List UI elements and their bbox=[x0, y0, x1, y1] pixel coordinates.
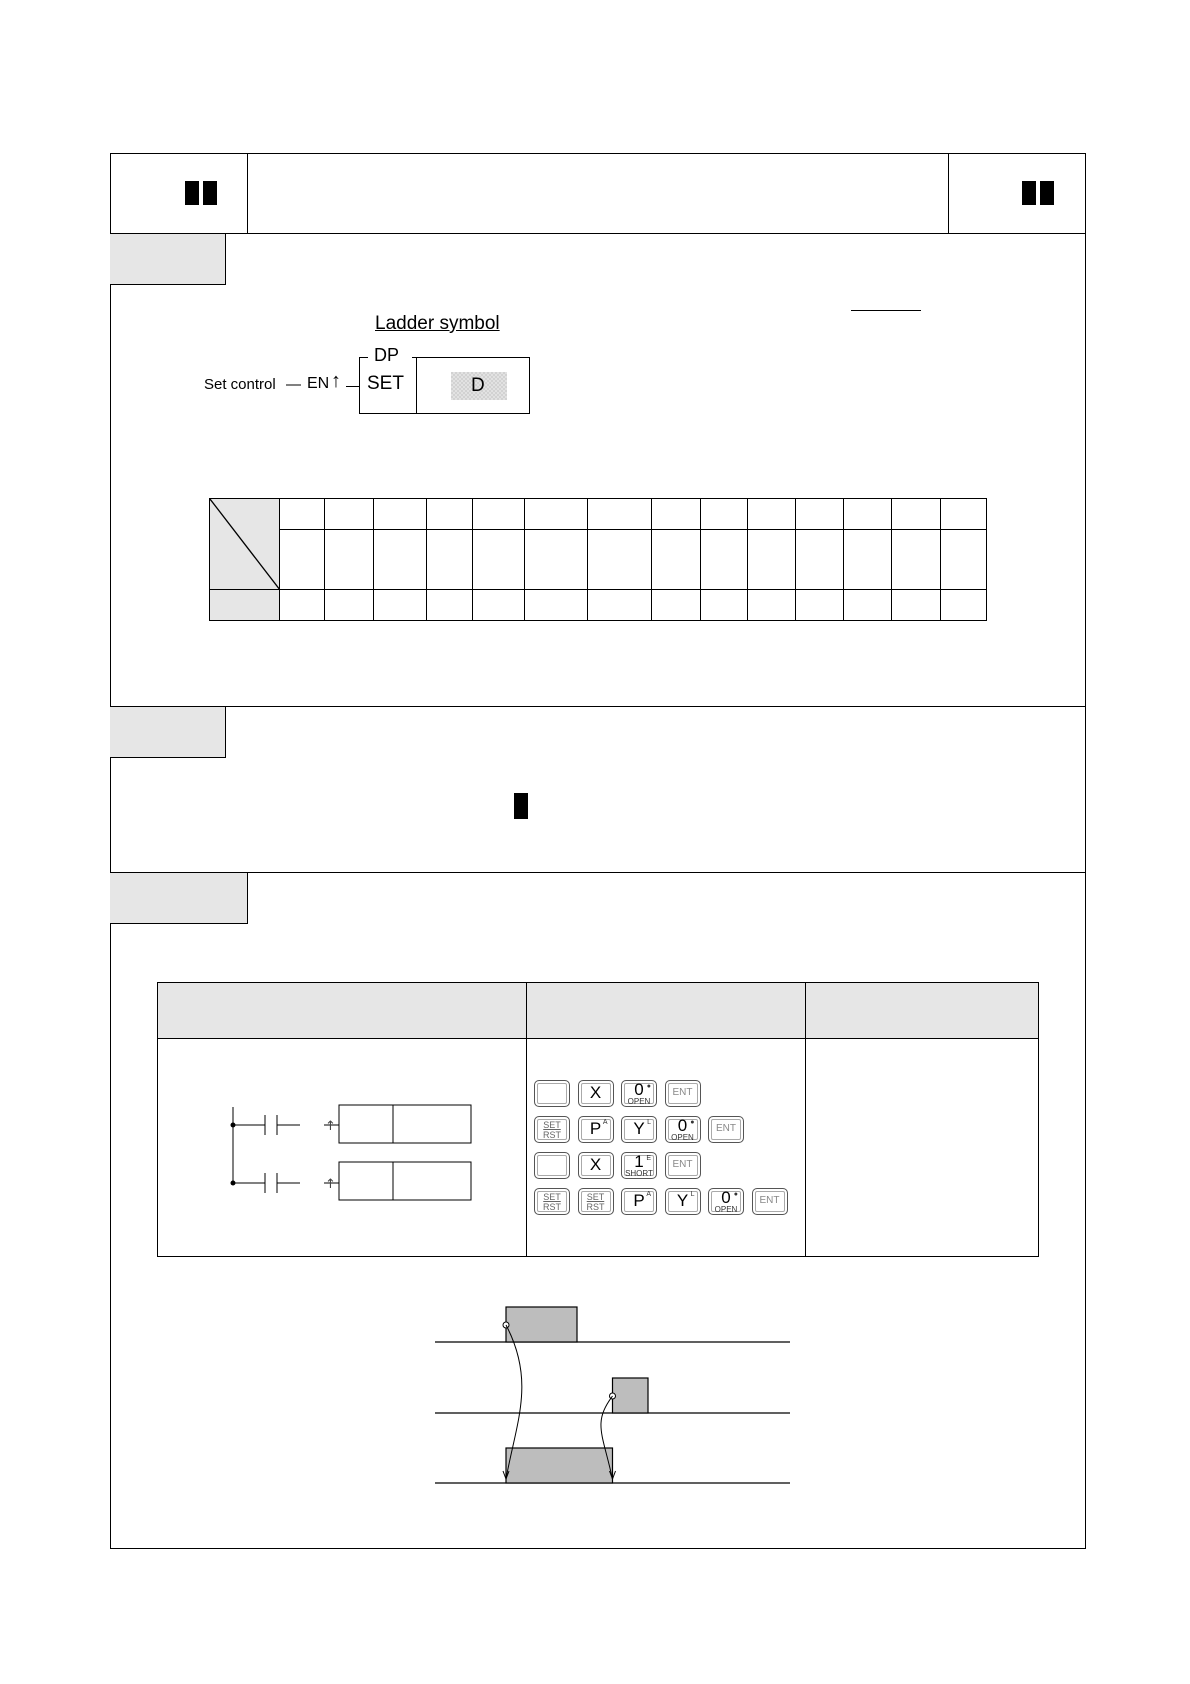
keypad-key-label: 1 bbox=[634, 1152, 644, 1171]
rung-2 bbox=[233, 1162, 471, 1200]
rung-2-edge-icon: ↑ bbox=[325, 1177, 336, 1192]
timing-pulse-3 bbox=[506, 1448, 613, 1483]
grid-cell bbox=[892, 590, 940, 621]
keypad-key bbox=[578, 1080, 614, 1107]
keypad-key-subscript: SHORT bbox=[625, 1169, 653, 1178]
keypad-key-superscript: A bbox=[646, 1191, 651, 1198]
grid-cell bbox=[700, 590, 747, 621]
keypad-key-label: SET RST bbox=[586, 1192, 605, 1212]
keypad-key bbox=[621, 1188, 657, 1215]
keypad-key bbox=[534, 1152, 570, 1179]
grid-cell bbox=[652, 530, 700, 590]
keypad-key bbox=[534, 1188, 570, 1215]
grid-cell bbox=[940, 530, 987, 590]
grid-cell bbox=[472, 530, 524, 590]
header-left-mark-1 bbox=[185, 181, 199, 205]
keypad-key-subscript: OPEN bbox=[714, 1205, 738, 1214]
grid-head-cell bbox=[747, 499, 795, 530]
keypad-key bbox=[578, 1152, 614, 1179]
grid-head-cell bbox=[588, 499, 652, 530]
keypad-key-label: ENT bbox=[672, 1159, 693, 1170]
example-table-header-rule bbox=[157, 1038, 1039, 1039]
grid-cell bbox=[524, 530, 587, 590]
ladder-box-divider bbox=[416, 357, 417, 414]
timing-pulse-2 bbox=[613, 1378, 649, 1413]
grid-head-cell bbox=[940, 499, 987, 530]
keypad-key-superscript: ● bbox=[733, 1191, 738, 1198]
grid-cell bbox=[373, 590, 426, 621]
grid-head-cell bbox=[524, 499, 587, 530]
grid-head-cell bbox=[843, 499, 891, 530]
rung-1-edge-icon: ↑ bbox=[325, 1119, 336, 1134]
header-left-mark-2 bbox=[203, 181, 217, 205]
grid-row-label bbox=[210, 590, 280, 621]
example-ladder bbox=[220, 1095, 480, 1205]
grid-cell bbox=[796, 590, 843, 621]
grid-cell bbox=[373, 530, 426, 590]
ladder-symbol-heading: Ladder symbol bbox=[375, 313, 500, 334]
section-3-tab bbox=[110, 872, 248, 924]
keypad-key-label: 0 bbox=[634, 1080, 644, 1099]
keypad-key-label: SET RST bbox=[543, 1192, 561, 1212]
grid-cell bbox=[588, 590, 652, 621]
keypad-key bbox=[708, 1116, 744, 1143]
section-2-top-rule bbox=[110, 706, 1086, 707]
section-3-top-rule bbox=[110, 872, 1086, 873]
set-control-label: Set control bbox=[204, 376, 276, 393]
grid-cell bbox=[324, 590, 373, 621]
header-bottom-rule bbox=[110, 233, 1086, 234]
header-divider-left bbox=[247, 153, 248, 233]
keypad-key-label: Y bbox=[633, 1119, 645, 1138]
grid-cell bbox=[747, 590, 795, 621]
example-table-col-1 bbox=[526, 982, 527, 1257]
keypad-key-label: ENT bbox=[672, 1087, 693, 1098]
keypad-key-superscript: L bbox=[647, 1119, 651, 1126]
keypad-key-subscript: OPEN bbox=[671, 1133, 694, 1142]
timing-pulse-1 bbox=[506, 1307, 577, 1342]
keypad-key-label: P bbox=[633, 1191, 645, 1210]
grid-head-cell bbox=[796, 499, 843, 530]
grid-head-cell bbox=[892, 499, 940, 530]
keypad-key bbox=[708, 1188, 744, 1215]
keypad-key bbox=[665, 1116, 701, 1143]
grid-cell bbox=[324, 530, 373, 590]
keypad-key-label: 0 bbox=[721, 1188, 731, 1207]
operand-label: D bbox=[471, 375, 485, 396]
grid-cell bbox=[700, 530, 747, 590]
section-1-tab bbox=[110, 233, 226, 285]
grid-cell bbox=[652, 590, 700, 621]
keypad-key-superscript: L bbox=[690, 1191, 695, 1198]
keypad-key-label: X bbox=[589, 1083, 602, 1102]
keypad-key-superscript: ● bbox=[690, 1119, 695, 1126]
section-1-short-rule bbox=[851, 310, 921, 311]
grid-cell bbox=[747, 530, 795, 590]
grid-cell bbox=[796, 530, 843, 590]
keypad-key bbox=[578, 1188, 614, 1215]
dp-label: DP bbox=[374, 345, 400, 365]
keypad-key-label: SET RST bbox=[543, 1120, 561, 1140]
keypad-key-label: ENT bbox=[716, 1123, 736, 1134]
operand-table bbox=[209, 498, 987, 621]
keypad-key-superscript: ● bbox=[646, 1083, 651, 1090]
keypad-key bbox=[534, 1116, 570, 1143]
en-connector bbox=[346, 386, 360, 387]
timing-diagram bbox=[430, 1290, 795, 1490]
header-divider-right bbox=[948, 153, 949, 233]
keypad-key bbox=[752, 1188, 788, 1215]
keypad-key-label: X bbox=[589, 1155, 602, 1174]
grid-cell bbox=[280, 590, 324, 621]
grid-cell bbox=[524, 590, 587, 621]
keypad-key bbox=[578, 1116, 614, 1143]
header-right-mark-2 bbox=[1040, 181, 1054, 205]
corner-diagonal bbox=[210, 499, 280, 590]
grid-head-cell bbox=[700, 499, 747, 530]
grid-head-cell bbox=[373, 499, 426, 530]
grid-cell bbox=[940, 590, 987, 621]
operand-table-corner bbox=[210, 499, 280, 590]
keypad-key-superscript: E bbox=[646, 1155, 651, 1162]
keypad-key bbox=[534, 1080, 570, 1107]
keypad-key bbox=[621, 1116, 657, 1143]
keypad-key-label: ENT bbox=[759, 1195, 780, 1206]
grid-cell bbox=[843, 590, 891, 621]
set-control-dash: — bbox=[286, 376, 301, 393]
example-table-col-2 bbox=[805, 982, 806, 1257]
keypad-key bbox=[665, 1080, 701, 1107]
keypad-key-label: 0 bbox=[677, 1116, 688, 1135]
keypad-key bbox=[621, 1080, 657, 1107]
grid-head-cell bbox=[427, 499, 472, 530]
grid-cell bbox=[472, 590, 524, 621]
example-table-header bbox=[158, 983, 1038, 1038]
rising-edge-icon: ↑ bbox=[331, 370, 341, 392]
grid-head-cell bbox=[324, 499, 373, 530]
grid-cell bbox=[588, 530, 652, 590]
en-label: EN bbox=[307, 375, 330, 392]
grid-cell bbox=[280, 530, 324, 590]
keypad-key-label: Y bbox=[676, 1191, 689, 1210]
grid-cell bbox=[843, 530, 891, 590]
grid-head-cell bbox=[280, 499, 324, 530]
keypad-key bbox=[665, 1188, 701, 1215]
grid-cell bbox=[892, 530, 940, 590]
section-2-mark bbox=[514, 793, 528, 819]
instruction-label: SET bbox=[367, 373, 404, 394]
keypad-key bbox=[621, 1152, 657, 1179]
grid-head-cell bbox=[472, 499, 524, 530]
grid-cell bbox=[427, 530, 472, 590]
keypad-key-label: P bbox=[589, 1119, 602, 1138]
section-2-tab bbox=[110, 706, 226, 758]
rung-1 bbox=[233, 1105, 471, 1143]
keypad-key bbox=[665, 1152, 701, 1179]
grid-cell bbox=[427, 590, 472, 621]
keypad-key-superscript: A bbox=[602, 1119, 608, 1126]
header-right-mark-1 bbox=[1022, 181, 1036, 205]
keypad-key-subscript: OPEN bbox=[627, 1097, 651, 1106]
grid-head-cell bbox=[652, 499, 700, 530]
